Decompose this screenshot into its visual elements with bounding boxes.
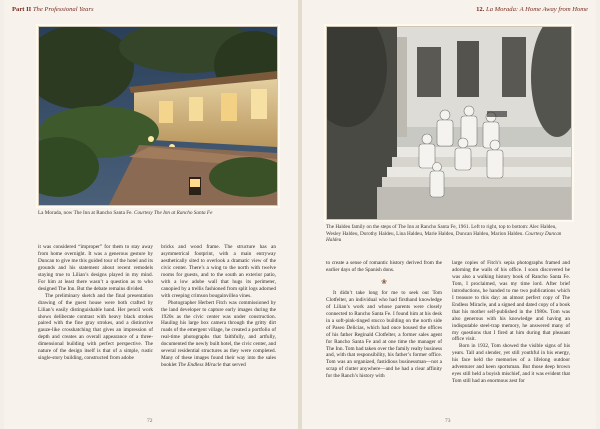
- paragraph: Born in 1932, Tom showed the visible signs of his years. Tall and slender, yet still youthful in his energy, his face held the memories of a lifelong outdoor adventurer and keen sportsman. But those deep brown eyes still held a boyish mischief, and it was evident that Tom still had an enormous zest for: [452, 343, 570, 385]
- left-running-header: [12, 6, 94, 13]
- la-morada-photo: [38, 26, 278, 206]
- paragraph-text: Photographer Herbert Fitch was commissioned by the land developer to capture early images during the 1920s as the civic center was under construction. Hauling his large box camera through the gritty dirt roads of the emergent village, he created a portfolio of real-time photographs that faithfully, and artfully, documented the newly built hotel, the civic center, and several residential structures as they were completed. Many of these images found their way into the sales booklet: [161, 299, 276, 369]
- right-photo-caption: [326, 224, 570, 244]
- right-page: [302, 0, 596, 429]
- right-text-column-1: [326, 260, 442, 380]
- header-chapter: 12.: [476, 6, 485, 13]
- section-ornament: ❀: [381, 277, 387, 286]
- left-text-column-2: [161, 244, 276, 369]
- paragraph: it was considered “improper” for them to stay away from home overnight. It was a generous gesture by Duncan to give me this guided tour of the hotel and its grounds and his statement about recent remodels staying true to Lilian’s designs played in my mind. For him at least there wasn’t a question as to who designed The Inn. But the debate remains divided.: [38, 244, 153, 292]
- header-part: Part II: [12, 6, 32, 13]
- right-page-number: 73: [445, 418, 451, 424]
- caption-credit: Courtesy Duncan Haldeu: [326, 230, 562, 244]
- left-page: [4, 0, 298, 429]
- paragraph: The preliminary sketch and the final presentation drawing of the guest house were both crafted by Lilian’s easily distinguishable hand. Her pencil work shows deliberate contrast with heavy black strokes paired with the fine gray strokes, and a distinctive gauze-like crosshatching that gives an impression of depth and creates an overall appearance of a three-dimensional building with perfect perspective. The nature of the design itself is that of a simple, rustic single-story building, constructed from adobe: [38, 292, 153, 362]
- header-title: The Professional Years: [32, 6, 94, 13]
- caption-credit: Courtesy The Inn at Rancho Santa Fe: [134, 210, 213, 216]
- paragraph: It didn’t take long for me to seek out Tom Clotfelter, an individual who had firsthand knowledge of Lilian’s work and whose parents were closely connected to Rancho Santa Fe. I found him at his desk in a soft-pink-tinged stucco building on the north side of Paseo Delicias, which had once housed the offices of his father Reginald Clotfelter, a former sales agent for Rancho Santa Fe and at one time the manager of The Inn. Tom had taken over the family realty business and, with that responsibility, his father’s former office. Tom was an organized, fastidious businessman—not a scrap of clutter anywhere—and he had a clear affinity for the Ranch’s history with: [326, 289, 442, 380]
- paragraph: large copies of Fitch’s sepia photographs framed and adorning the walls of his office. I soon discovered he was also a walking history book of Rancho Santa Fe. Tom, I proclaimed, was my time lord. After brief introductions, he handed to me two publications which I treasure to this day: an almost perfect copy of The Endless Miracle, and a signed and dated copy of a book that his mother self-published in the 1980s. Tom was also generous with his knowledge and having an indisputable steel-trap memory, he answered many of my questions that I fired at him during that pleasant office visit.: [452, 260, 570, 343]
- haldeu-family-illustration: [327, 27, 571, 219]
- left-text-column-1: [38, 244, 153, 362]
- paragraph: [161, 300, 276, 370]
- caption-main: The Haldeu family on the steps of The Inn at Rancho Santa Fe, 1961. Left to right, top to bottom: Alec Haldeu, Wesley Haldeu, Dorothy Haldeu, Lina Haldeu, Marie Haldeu, Duncan Haldeu, Marion Haldeu.: [326, 224, 557, 237]
- header-title: La Morada: A Home Away from Home: [486, 6, 588, 13]
- paragraph: bricks and wood frame. The structure has an asymmetrical footprint, with a main entryway aesthetically sited to overlook a dramatic view of the civic center. There’s a wing to the north with twelve rooms for guests, and to the south an exterior patio, with a low adobe wall that hugs its perimeter, canopied by a trellis fashioned from split logs adorned with creeping crimson bougainvillea vines.: [161, 244, 276, 299]
- haldeu-family-photo: [326, 26, 572, 220]
- left-photo-caption: [38, 210, 276, 217]
- caption-main: La Morada, now The Inn at Rancho Santa Fe.: [38, 210, 133, 216]
- paragraph: to create a sense of romantic history derived from the earlier days of the Spanish dons.: [326, 260, 442, 273]
- right-text-column-2: [452, 260, 570, 385]
- right-running-header: [476, 6, 588, 13]
- left-page-number: 72: [147, 418, 153, 424]
- la-morada-illustration: [39, 27, 277, 205]
- paragraph-tail: that served: [221, 362, 246, 369]
- book-title: The Endless Miracle: [178, 362, 222, 369]
